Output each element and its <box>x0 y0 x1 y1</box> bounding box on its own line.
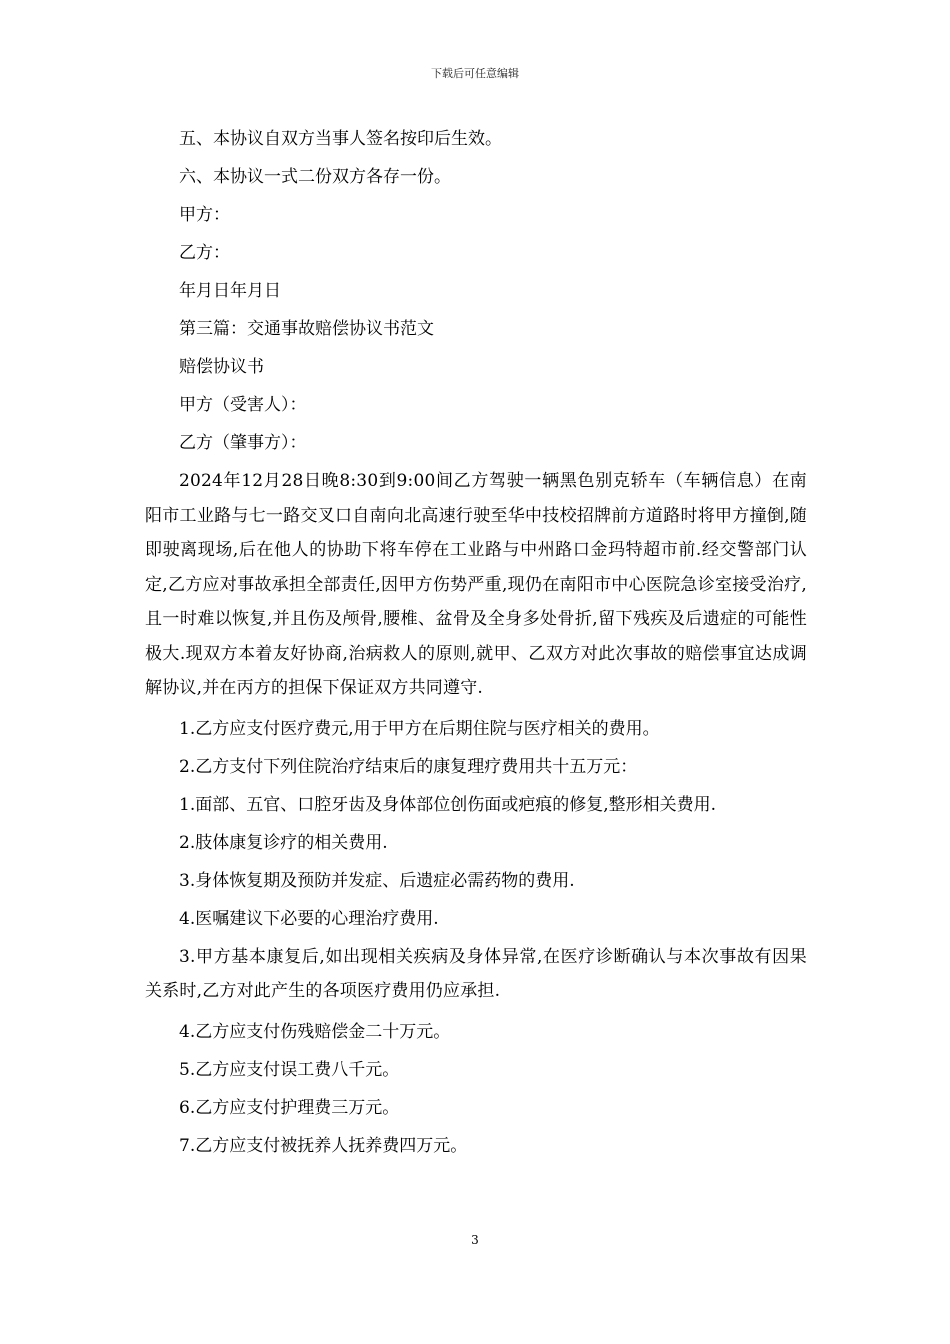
subitem-1-repair: 1.面部、五官、口腔牙齿及身体部位创伤面或疤痕的修复,整形相关费用. <box>179 794 717 815</box>
party-a-signature: 甲方： <box>179 205 230 225</box>
clause-five: 五、本协议自双方当事人签名按印后生效。 <box>179 129 502 149</box>
page-number: 3 <box>471 1233 479 1247</box>
item-3-paragraph: 3.甲方基本康复后,如出现相关疾病及身体异常,在医疗诊断确认与本次事故有因果关系时,乙方对此产生的各项医疗费用仍应承担. <box>145 946 807 1001</box>
clause-six: 六、本协议一式二份双方各存一份。 <box>179 167 451 187</box>
item-1-medical: 1.乙方应支付医疗费元,用于甲方在后期住院与医疗相关的费用。 <box>179 718 660 739</box>
item-6-nursing: 6.乙方应支付护理费三万元。 <box>179 1097 400 1118</box>
party-b-offender: 乙方（肇事方）： <box>179 433 307 453</box>
section-title: 第三篇：交通事故赔偿协议书范文 <box>179 319 434 339</box>
item-4-disability: 4.乙方应支付伤残赔偿金二十万元。 <box>179 1021 451 1042</box>
incident-paragraph: 2024年12月28日晚8:30到9:00间乙方驾驶一辆黑色别克轿车（车辆信息）在南阳市工业路与七一路交叉口自南向北高速行驶至华中技校招牌前方道路时将甲方撞倒,随即驶离现场,后在他人的协助下将车停在工业路与中州路口金玛特超市前.经交警部门认定,乙方应对事故承担全部责任,因甲方伤势严重,现仍在南阳市中心医院急诊室接受治疗,且一时难以恢复,并且伤及颅骨,腰椎、盆骨及全身多处骨折,留下残疾及后遗症的可能性极大.现双方本着友好协商,治病救人的原则,就甲、乙双方对此次事故的赔偿事宜达成调解协议,并在丙方的担保下保证双方共同遵守. <box>145 471 807 698</box>
document-title: 赔偿协议书 <box>179 357 264 377</box>
item-2-rehab: 2.乙方支付下列住院治疗结束后的康复理疗费用共十五万元： <box>179 756 638 777</box>
subitem-3-medicine: 3.身体恢复期及预防并发症、后遗症必需药物的费用. <box>179 870 575 891</box>
page-header-note: 下载后可任意编辑 <box>431 67 519 80</box>
item-5-lost-wages: 5.乙方应支付误工费八千元。 <box>179 1059 400 1080</box>
party-b-signature: 乙方： <box>179 243 230 263</box>
subitem-2-limb: 2.肢体康复诊疗的相关费用. <box>179 832 388 853</box>
signature-dates: 年月日年月日 <box>179 281 281 301</box>
subitem-4-psych: 4.医嘱建议下必要的心理治疗费用. <box>179 908 439 929</box>
document-body <box>145 120 807 1165</box>
party-a-victim: 甲方（受害人）： <box>179 395 307 415</box>
item-7-dependents: 7.乙方应支付被抚养人抚养费四万元。 <box>179 1135 468 1156</box>
